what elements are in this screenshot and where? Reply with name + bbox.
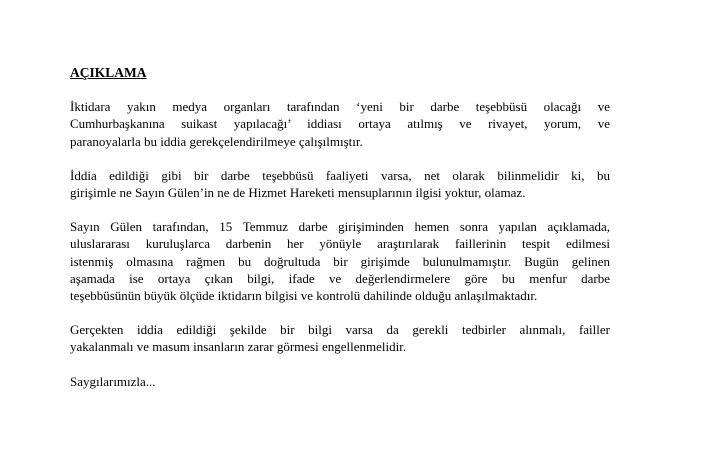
paragraph-2 xyxy=(70,167,610,201)
paragraph-line: İktidara yakın medya organları tarafından ‘yeni bir darbe teşebbüsü olacağı ve xyxy=(70,99,610,115)
paragraph-line: paranoyalarla bu iddia gerekçelendirilmeye çalışılmıştır. xyxy=(70,133,363,149)
paragraph-line: girişimle ne Sayın Gülen’in ne de Hizmet Hareketi mensuplarının ilgisi yoktur, olamaz. xyxy=(70,185,526,201)
paragraph-line: uluslararası kuruluşlarca darbenin her yönüyle araştırılarak faillerinin tespit edilmesi xyxy=(70,236,610,252)
paragraph-line: Cumhurbaşkanına suikast yapılacağı’ iddiası ortaya atılmış ve rivayet, yorum, ve xyxy=(70,116,610,132)
paragraph-line: istenmiş olmasına rağmen bu doğrultuda bir girişimde bulunulmamıştır. Bugün gelinen xyxy=(70,253,610,269)
closing-salutation: Saygılarımızla... xyxy=(70,373,156,389)
paragraph-1 xyxy=(70,98,610,150)
paragraph-line: Sayın Gülen tarafından, 15 Temmuz darbe girişiminden hemen sonra yapılan açıklamada, xyxy=(70,219,610,235)
paragraph-4 xyxy=(70,321,610,355)
document-title: AÇIKLAMA xyxy=(70,65,147,80)
document-body xyxy=(70,64,610,390)
paragraph-3 xyxy=(70,218,610,304)
paragraph-line: yakalanmalı ve masum insanların zarar görmesi engellenmelidir. xyxy=(70,339,407,355)
paragraph-line: İddia edildiği gibi bir darbe teşebbüsü faaliyeti varsa, net olarak bilinmelidir ki, bu xyxy=(70,167,610,183)
paragraph-line: Gerçekten iddia edildiği şekilde bir bilgi varsa da gerekli tedbirler alınmalı, failler xyxy=(70,322,610,338)
paragraph-line: aşamada ise ortaya çıkan bilgi, ifade ve değerlendirmelere göre bu menfur darbe xyxy=(70,270,610,286)
paragraph-line: teşebbüsünün büyük ölçüde iktidarın bilgisi ve kontrolü dahilinde olduğu anlaşılmaktadır. xyxy=(70,288,538,304)
